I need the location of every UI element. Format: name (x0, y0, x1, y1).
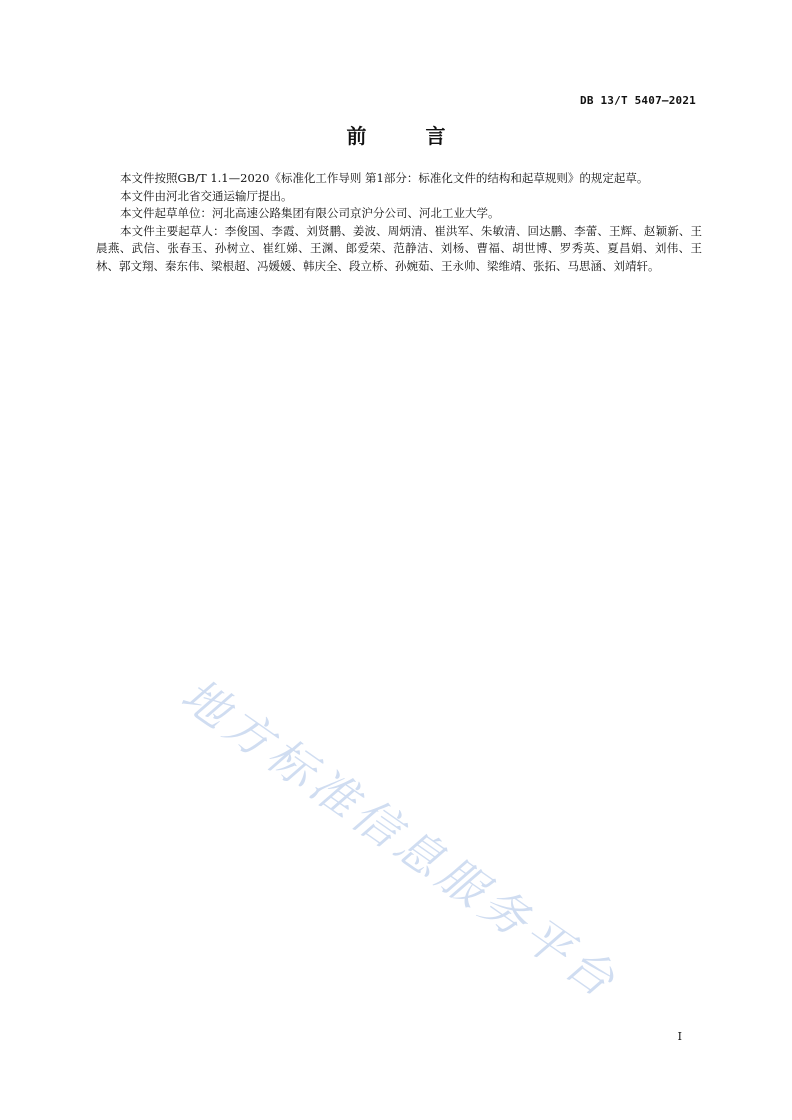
page-title: 前 言 (346, 124, 472, 148)
paragraph-drafters: 本文件主要起草人：李俊国、李霞、刘贤鹏、姜波、周炳清、崔洪军、朱敏清、回达鹏、李蕾、王辉、赵颖新、王晨燕、武信、张春玉、孙树立、崔红娣、王渊、郎爱荣、范静洁、刘杨、曹福、胡世博、罗秀英、夏昌娟、刘伟、王林、郭文翔、秦东伟、梁根超、冯媛媛、韩庆全、段立桥、孙婉茹、王永帅、梁维靖、张拓、马思涵、刘靖轩。 (96, 223, 702, 273)
document-code: DB 13/T 5407—2021 (580, 94, 696, 107)
watermark-text: 地方标准信息服务平台 (171, 667, 629, 1010)
foreword-body (96, 170, 702, 276)
paragraph-drafting-rules: 本文件按照GB/T 1.1—2020《标准化工作导则 第1部分：标准化文件的结构和起草规则》的规定起草。 (120, 171, 649, 185)
page-number: I (677, 1030, 682, 1043)
paragraph-drafting-units: 本文件起草单位：河北高速公路集团有限公司京沪分公司、河北工业大学。 (120, 206, 500, 221)
paragraph-proposer: 本文件由河北省交通运输厅提出。 (120, 188, 293, 203)
